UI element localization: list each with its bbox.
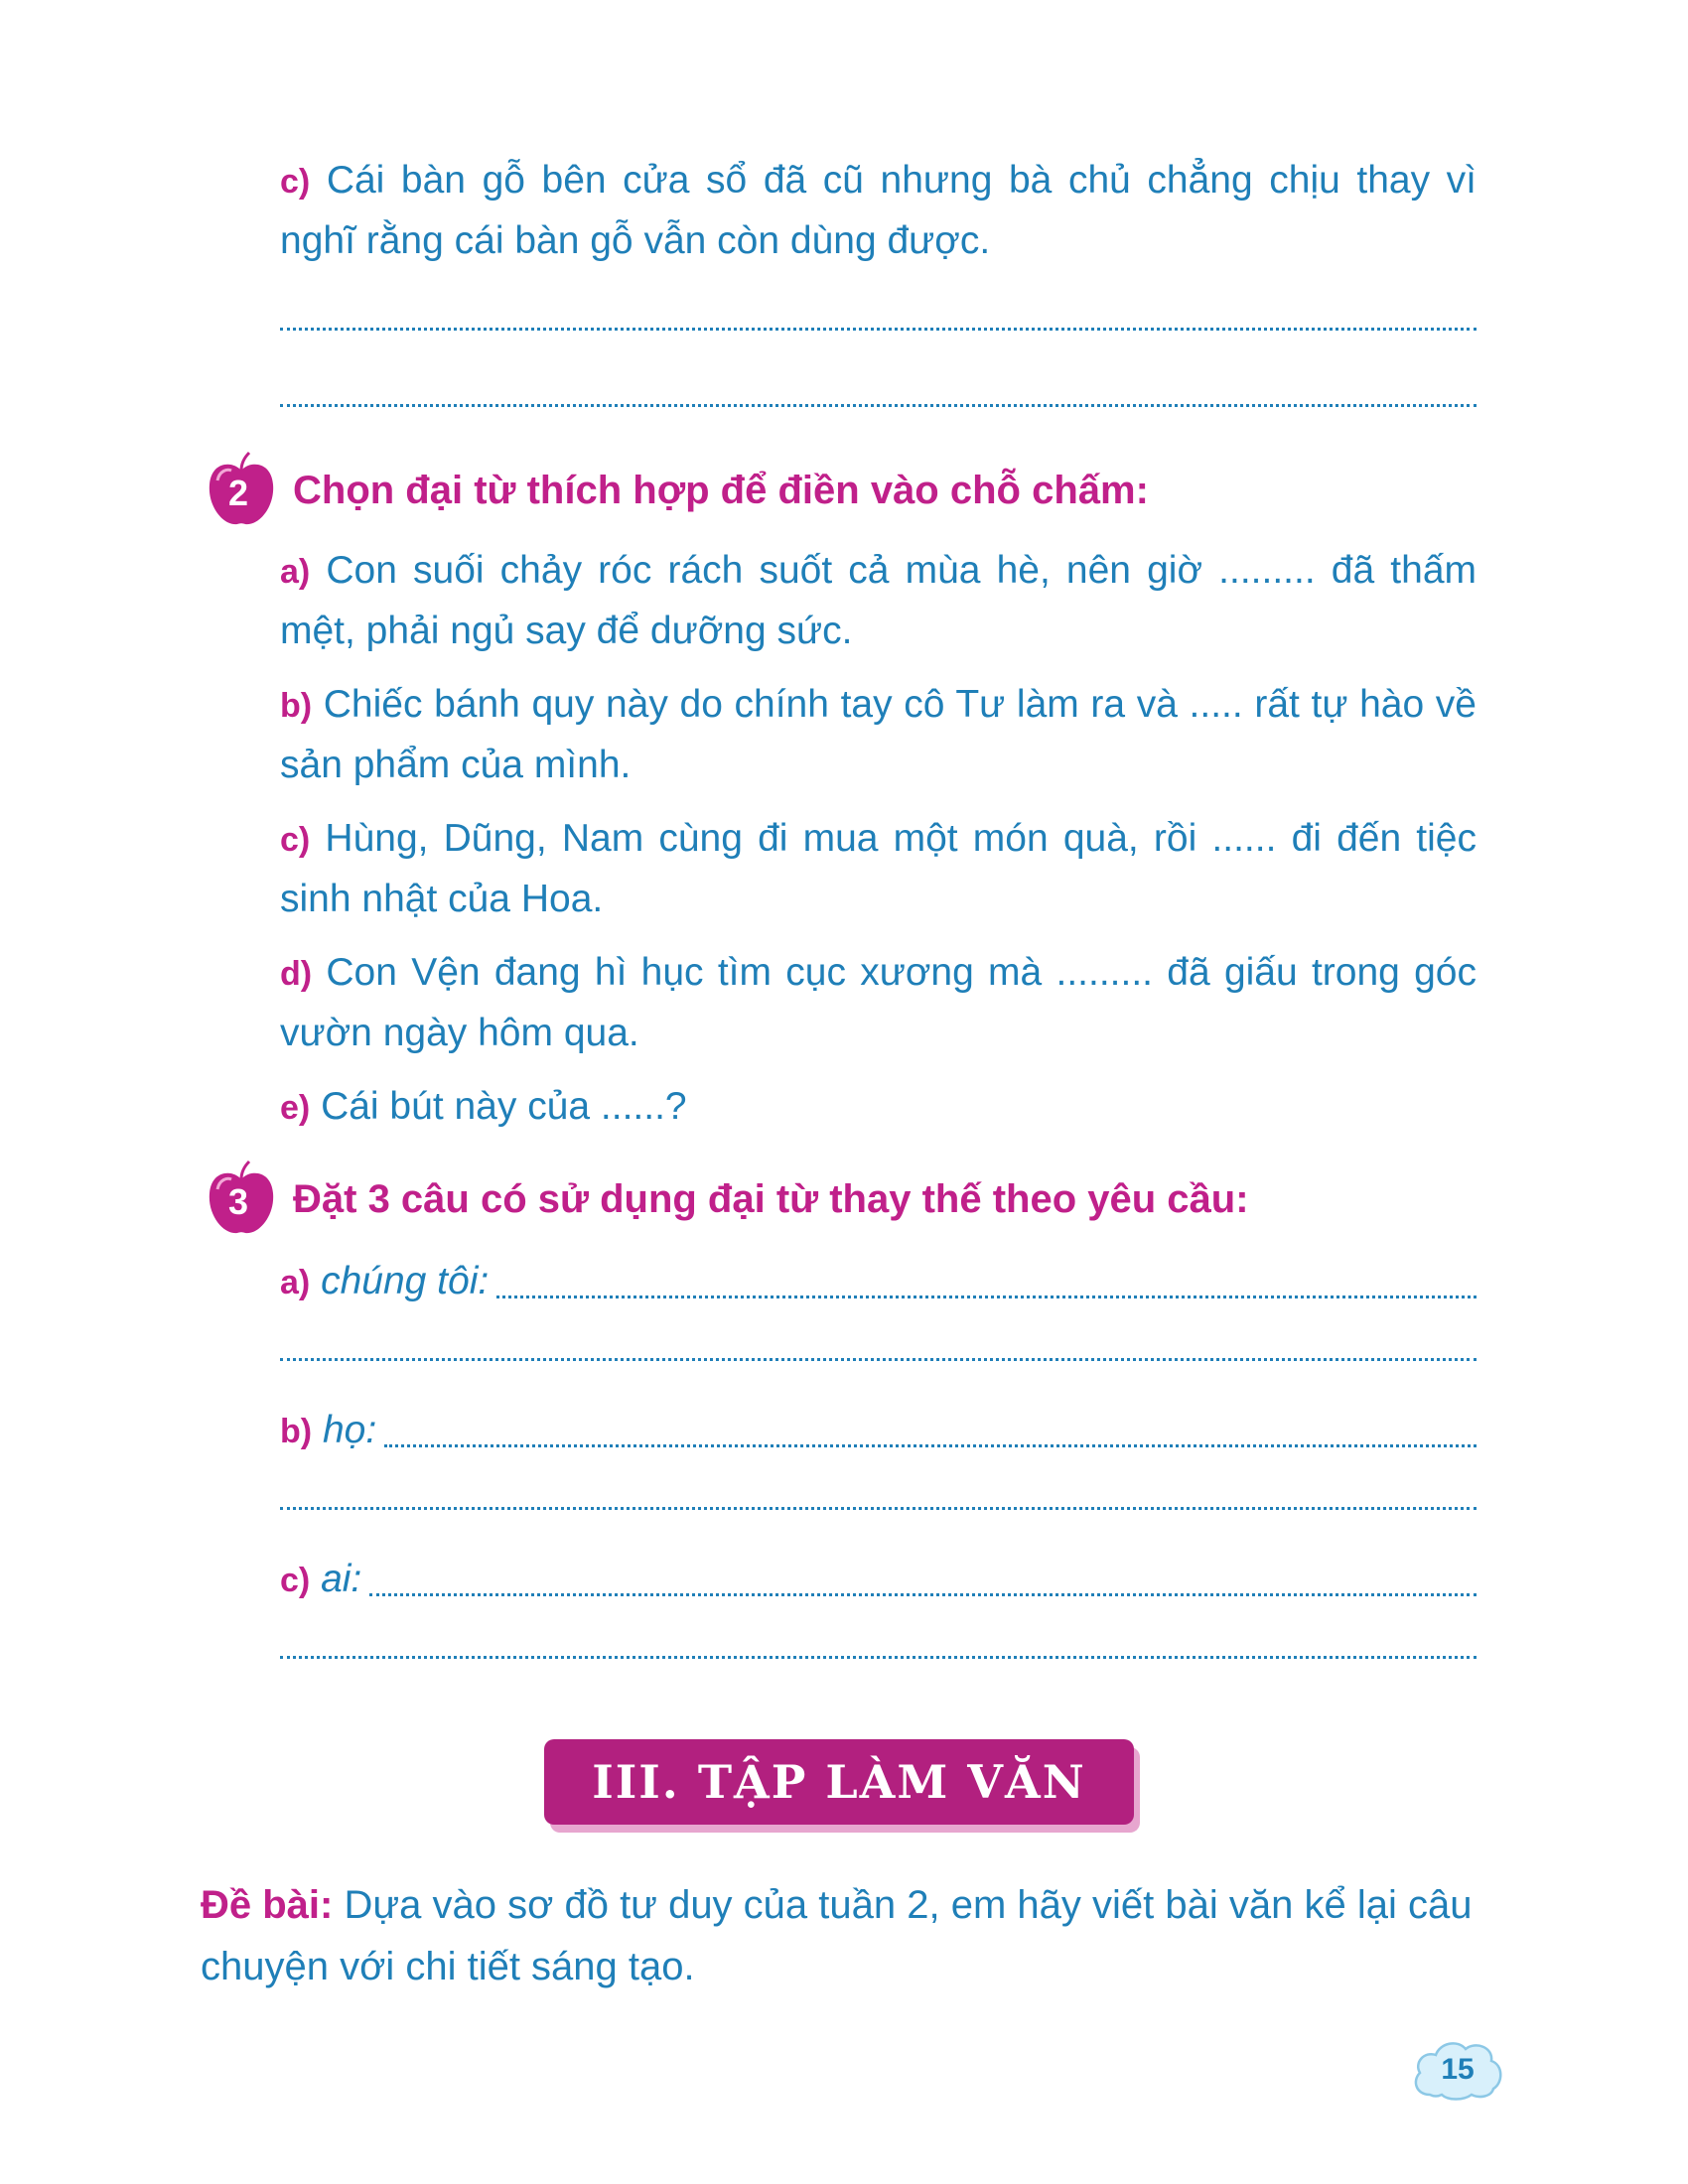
item-text: Cái bút này của ......? [321, 1085, 687, 1128]
exercise2-item-d [280, 943, 1477, 1063]
item-label: a) [280, 1264, 311, 1301]
answer-line[interactable] [280, 404, 1477, 407]
apple-number-icon [204, 451, 279, 530]
item-text: Cái bàn gỗ bên cửa sổ đã cũ nhưng bà chủ chẳng chịu thay vì nghĩ rằng cái bàn gỗ vẫn còn dùng được. [280, 159, 1477, 262]
answer-line[interactable] [496, 1296, 1477, 1298]
item-label: b) [280, 1413, 313, 1450]
item-text: Con Vện đang hì hục tìm cục xương mà ......... đã giấu trong góc vườn ngày hôm qua. [280, 951, 1477, 1054]
assignment-prompt [201, 1874, 1477, 1997]
item-label: a) [280, 553, 311, 591]
exercise3-item-a [280, 1253, 1477, 1312]
item-label: c) [280, 163, 311, 201]
item-text: Chiếc bánh quy này do chính tay cô Tư làm ra và ..... rất tự hào về sản phẩm của mình. [280, 683, 1477, 786]
exercise3-heading [204, 1160, 1249, 1239]
answer-line[interactable] [384, 1444, 1477, 1447]
answer-line[interactable] [369, 1593, 1477, 1596]
exercise2-item-a [280, 541, 1477, 661]
item-word: chúng tôi: [321, 1260, 490, 1302]
page-number: 15 [1441, 2053, 1475, 2086]
item-label: b) [280, 687, 313, 725]
item-text: Con suối chảy róc rách suốt cả mùa hè, nên giờ ......... đã thấm mệt, phải ngủ say để dưỡng sức. [280, 549, 1477, 652]
answer-line[interactable] [280, 1507, 1477, 1510]
section-title-banner [544, 1739, 1134, 1825]
exercise2-item-b [280, 675, 1477, 795]
item-text: Hùng, Dũng, Nam cùng đi mua một món quà, rồi ...... đi đến tiệc sinh nhật của Hoa. [280, 817, 1477, 920]
exercise2-item-e [280, 1077, 1477, 1138]
assignment-label: Đề bài: [201, 1883, 334, 1927]
exercise-number: 3 [227, 1181, 249, 1222]
item-word: họ: [322, 1409, 377, 1451]
exercise-title: Đặt 3 câu có sử dụng đại từ thay thế theo yêu cầu: [293, 1176, 1249, 1221]
answer-line[interactable] [280, 1656, 1477, 1659]
item-label: c) [280, 1562, 311, 1599]
item-label: c) [280, 821, 311, 859]
apple-number-icon [204, 1160, 279, 1239]
exercise2-item-c [280, 809, 1477, 929]
answer-line[interactable] [280, 1358, 1477, 1361]
exercise3-item-c [280, 1551, 1477, 1610]
section-title: III. TẬP LÀM VĂN [592, 1755, 1086, 1809]
exercise2-heading [204, 451, 1149, 530]
exercise-number: 2 [227, 473, 249, 513]
exercise3-item-b [280, 1402, 1477, 1461]
item-word: ai: [321, 1558, 362, 1600]
answer-line[interactable] [280, 328, 1477, 331]
assignment-text: Dựa vào sơ đồ tư duy của tuần 2, em hãy viết bài văn kể lại câu chuyện với chi tiết sáng tạo. [201, 1883, 1473, 1988]
item-label: e) [280, 1089, 311, 1127]
exercise-title: Chọn đại từ thích hợp để điền vào chỗ chấm: [293, 468, 1149, 512]
exercise1-item-c [280, 151, 1477, 271]
page-number-badge [1408, 2033, 1507, 2105]
item-label: d) [280, 955, 313, 993]
